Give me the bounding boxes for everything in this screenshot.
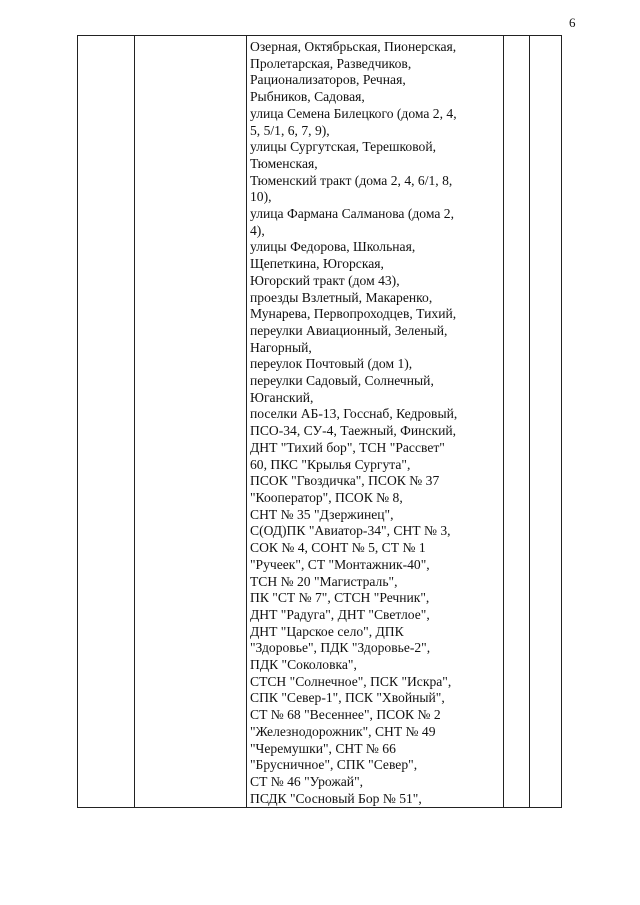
address-list-cell: [247, 36, 504, 808]
address-line: СПК "Север-1", ПСК "Хвойный",: [250, 690, 445, 706]
address-line: 5, 5/1, 6, 7, 9),: [250, 122, 330, 138]
address-line: Пролетарская, Разведчиков,: [250, 55, 412, 71]
address-line: Мунарева, Первопроходцев, Тихий,: [250, 306, 457, 322]
address-line: Тюменский тракт (дома 2, 4, 6/1, 8,: [250, 172, 453, 188]
address-line: ПК "СТ № 7", СТСН "Речник",: [250, 590, 430, 606]
address-line: 4),: [250, 222, 265, 238]
empty-cell-5: [530, 36, 562, 808]
empty-cell-2: [135, 36, 247, 808]
address-line: Озерная, Октябрьская, Пионерская,: [250, 39, 457, 54]
address-line: ПСОК "Гвоздичка", ПСОК № 37: [250, 473, 440, 489]
address-line: ПДК "Соколовка",: [250, 657, 357, 673]
address-line: "Кооператор", ПСОК № 8,: [250, 489, 403, 505]
address-line: ПСДК "Сосновый Бор № 51",: [250, 790, 422, 806]
address-line: ДНТ "Царское село", ДПК: [250, 623, 404, 639]
address-line: СТ № 68 "Весеннее", ПСОК № 2: [250, 707, 441, 723]
address-line: "Черемушки", СНТ № 66: [250, 740, 396, 756]
address-line: Югорский тракт (дом 43),: [250, 272, 400, 288]
address-line: "Здоровье", ПДК "Здоровье-2",: [250, 640, 431, 656]
address-list: [247, 36, 503, 807]
address-line: СТ № 46 "Урожай",: [250, 773, 364, 789]
address-line: ДНТ "Тихий бор", ТСН "Рассвет": [250, 439, 445, 455]
address-line: С(ОД)ПК "Авиатор-34", СНТ № 3,: [250, 523, 451, 539]
address-line: проезды Взлетный, Макаренко,: [250, 289, 433, 305]
address-line: Щепеткина, Югорская,: [250, 256, 384, 272]
empty-cell-4: [504, 36, 530, 808]
address-line: "Брусничное", СПК "Север",: [250, 757, 418, 773]
table-row: [78, 36, 562, 808]
address-line: Нагорный,: [250, 339, 312, 355]
address-line: переулки Садовый, Солнечный,: [250, 373, 434, 389]
address-line: Рыбников, Садовая,: [250, 89, 365, 105]
address-line: Юганский,: [250, 389, 314, 405]
page-number: 6: [569, 15, 576, 30]
empty-cell-1: [78, 36, 135, 808]
address-line: СНТ № 35 "Дзержинец",: [250, 506, 394, 522]
address-line: 60, ПКС "Крылья Сургута",: [250, 456, 411, 472]
address-line: "Ручеек", СТ "Монтажник-40",: [250, 556, 430, 572]
address-line: улицы Сургутская, Терешковой,: [250, 139, 437, 155]
address-line: "Железнодорожник", СНТ № 49: [250, 723, 436, 739]
address-line: СТСН "Солнечное", ПСК "Искра",: [250, 673, 452, 689]
address-table: [77, 35, 562, 808]
address-line: улицы Федорова, Школьная,: [250, 239, 416, 255]
address-line: ТСН № 20 "Магистраль",: [250, 573, 398, 589]
address-line: переулки Авиационный, Зеленый,: [250, 322, 448, 338]
address-line: Тюменская,: [250, 155, 318, 171]
address-line: Рационализаторов, Речная,: [250, 72, 406, 88]
address-line: 10),: [250, 189, 272, 205]
address-line: улица Семена Билецкого (дома 2, 4,: [250, 105, 457, 121]
address-line: поселки АБ-13, Госснаб, Кедровый,: [250, 406, 458, 422]
address-line: переулок Почтовый (дом 1),: [250, 356, 413, 372]
address-line: улица Фармана Салманова (дома 2,: [250, 206, 454, 222]
address-line: ПСО-34, СУ-4, Таежный, Финский,: [250, 423, 457, 439]
address-line: СОК № 4, СОНТ № 5, СТ № 1: [250, 540, 426, 556]
address-line: ДНТ "Радуга", ДНТ "Светлое",: [250, 606, 430, 622]
